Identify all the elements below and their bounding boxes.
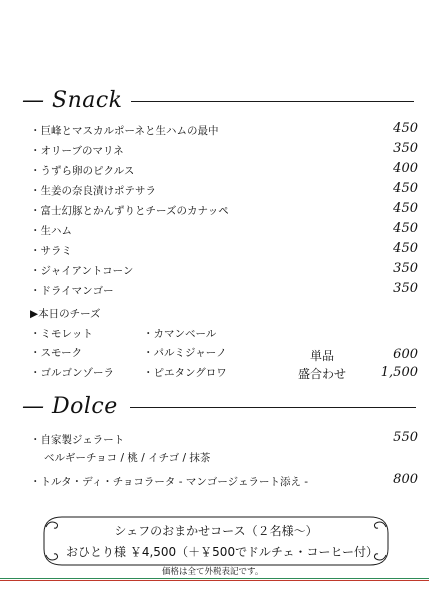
- dolce-section-title: — Dolce: [22, 394, 118, 419]
- menu-item-price: 450: [393, 181, 418, 196]
- cheese-heading: ▶本日のチーズ: [30, 308, 101, 320]
- menu-item-price: 400: [393, 161, 418, 176]
- cheese-item: ・ミモレット: [30, 328, 93, 340]
- menu-item-price: 450: [393, 201, 418, 216]
- snack-title-rule: [131, 101, 414, 102]
- menu-item-name: ・生姜の奈良漬けポテサラ: [30, 185, 156, 197]
- menu-item-name: ・オリーブのマリネ: [30, 145, 124, 157]
- menu-item-name: ・巨峰とマスカルポーネと生ハムの最中: [30, 125, 219, 137]
- menu-item-price: 350: [393, 141, 418, 156]
- menu-item-price: 550: [393, 430, 418, 445]
- menu-item-name: ・自家製ジェラート: [30, 434, 125, 446]
- cheese-item: ・カマンベール: [143, 328, 217, 340]
- course-title: シェフのおまかせコース（２名様～）: [114, 524, 318, 538]
- cheese-platter-price: 1,500: [380, 365, 418, 380]
- menu-item-price: 350: [393, 261, 418, 276]
- bottom-stripe-green: [0, 578, 429, 579]
- cheese-platter-label: 盛合わせ: [298, 367, 347, 381]
- cheese-item: ・ゴルゴンゾーラ: [30, 367, 114, 379]
- menu-item-price: 350: [393, 281, 418, 296]
- menu-item-name: ・うずら卵のピクルス: [30, 165, 135, 177]
- menu-item-name: ・ジャイアントコーン: [30, 265, 134, 277]
- bottom-stripe-red: [0, 580, 429, 581]
- cheese-single-label: 単品: [310, 349, 335, 363]
- menu-item-name: ・サラミ: [30, 245, 72, 257]
- menu-item-name: ・トルタ・ディ・チョコラータ - マンゴージェラート添え -: [30, 476, 309, 488]
- snack-section-title: — Snack: [22, 88, 123, 113]
- menu-item-name: ・富士幻豚とかんずりとチーズのカナッペ: [30, 205, 229, 217]
- menu-item-price: 450: [393, 241, 418, 256]
- menu-item-price: 800: [393, 472, 418, 487]
- cheese-item: ・スモーク: [30, 347, 83, 359]
- menu-item-name: ・ドライマンゴー: [30, 285, 114, 297]
- dolce-title-rule: [130, 407, 416, 408]
- menu-item-subtext: ベルギーチョコ / 桃 / イチゴ / 抹茶: [44, 452, 211, 464]
- menu-item-price: 450: [393, 221, 418, 236]
- tax-footnote: 価格は全て外税表記です。: [162, 567, 264, 577]
- cheese-item: ・ピエタングロワ: [143, 367, 227, 379]
- cheese-item: ・パルミジャーノ: [143, 347, 227, 359]
- cheese-single-price: 600: [393, 347, 418, 362]
- menu-item-name: ・生ハム: [30, 225, 72, 237]
- menu-item-price: 450: [393, 121, 418, 136]
- course-price: おひとり様 ￥4,500（＋￥500でドルチェ・コーヒー付）: [66, 545, 378, 559]
